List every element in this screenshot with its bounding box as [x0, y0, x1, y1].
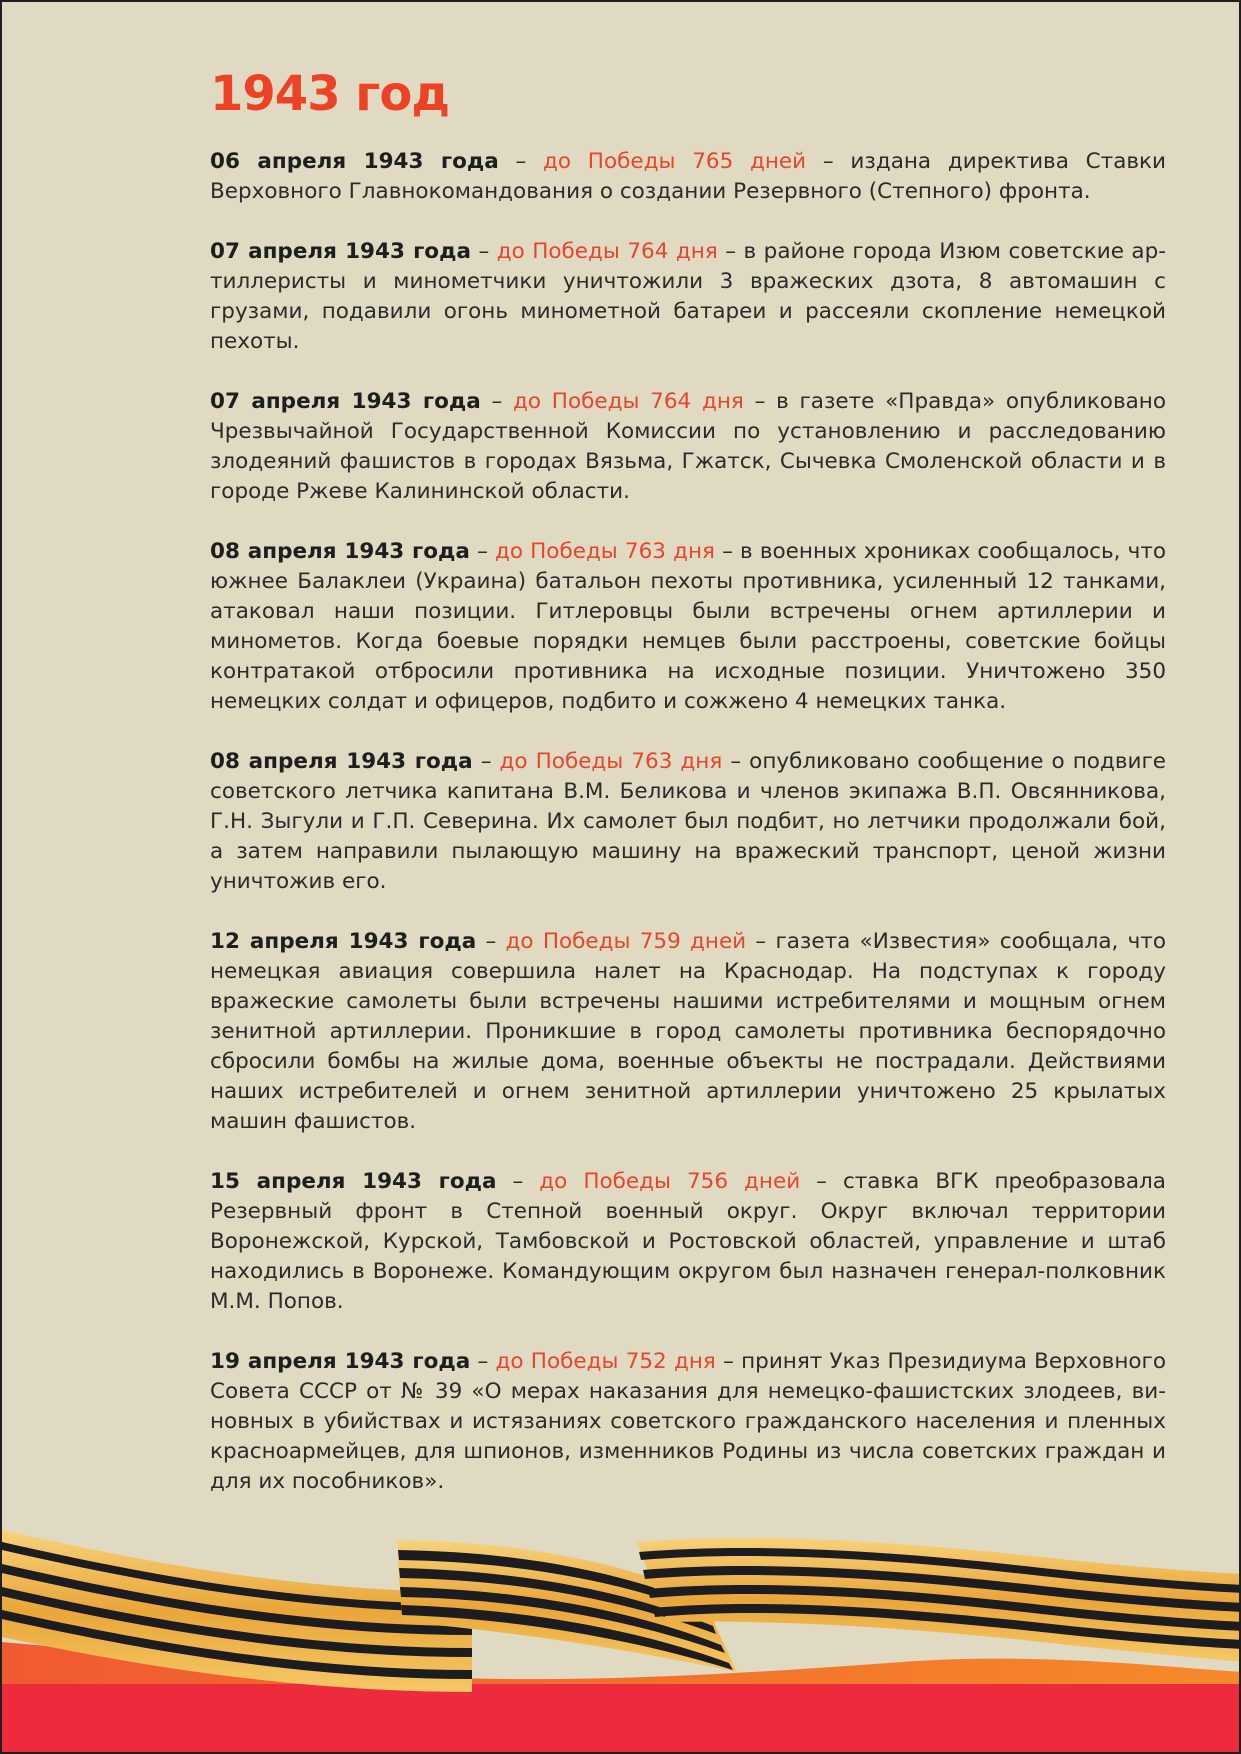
entry-separator: – — [714, 539, 741, 564]
entry-countdown: до Победы 763 дня — [499, 749, 723, 774]
entry — [210, 1167, 1166, 1317]
entry-countdown: до Победы 752 дня — [495, 1349, 716, 1374]
entry-date: 06 апреля 1943 года — [210, 149, 499, 174]
entry — [210, 537, 1166, 717]
entry-countdown: до Победы 759 дней — [505, 929, 747, 954]
entry-date: 08 апреля 1943 года — [210, 539, 470, 564]
entry-text: в военных хрониках сообщалось, что южнее Балаклеи (Украина) батальон пехоты противника, усиленный 12 танками, атаковал наши позиции. Гитлеровцы были встречены огнем артиллерии и минометов. Когда боевые порядки немцев были расстроены, советские бойцы контратакой отбросили противника на исходные позиции. Уничтожено 350 немецких солдат и офицеров, подбито и сожжено 4 немецких танка. — [210, 539, 1166, 714]
entry — [210, 1347, 1166, 1497]
entry-separator: – — [480, 389, 513, 414]
entry-date: 15 апреля 1943 года — [210, 1169, 497, 1194]
entry-text: опубликовано сообщение о подвиге советского летчика капитана В.М. Беликова и членов экипажа В.П. Овсянникова, Г.Н. Зыгули и Г.П. Северина. Их самолет был подбит, но летчики продолжали бой, а затем направили пылающую машину на вражеский транспорт, ценой жизни уничтожив его. — [210, 749, 1166, 894]
entry-countdown: до Победы 764 дня — [513, 389, 744, 414]
entry-separator: – — [722, 749, 750, 774]
entries-list — [210, 147, 1166, 1527]
entry-separator: – — [476, 929, 506, 954]
entry-separator: – — [800, 1169, 843, 1194]
entry-date: 19 апреля 1943 года — [210, 1349, 471, 1374]
entry-countdown: до Победы 763 дня — [494, 539, 715, 564]
entry-separator: – — [806, 149, 851, 174]
entry — [210, 147, 1166, 207]
entry-date: 12 апреля 1943 года — [210, 929, 477, 954]
entry-separator: – — [746, 929, 776, 954]
entry — [210, 237, 1166, 357]
entry-countdown: до Победы 765 дней — [543, 149, 807, 174]
entry — [210, 387, 1166, 507]
entry-separator: – — [717, 239, 744, 264]
entry-text: в районе города Изюм советские артиллеристы и минометчики уничтожили 3 вражеских дзота, 8 автомашин с грузами, подавили огонь минометной батареи и рассеяли скопление немецкой пехоты. — [210, 239, 1167, 354]
entry-date: 07 апреля 1943 года — [210, 239, 471, 264]
entry — [210, 747, 1166, 897]
entry-separator: – — [469, 539, 495, 564]
entry-date: 07 апреля 1943 года — [210, 389, 481, 414]
entry-separator: – — [715, 1349, 742, 1374]
entry-separator: – — [472, 749, 500, 774]
entry-date: 08 апреля 1943 года — [210, 749, 473, 774]
entry-text: ставка ВГК преобразовала Резервный фронт в Степной военный округ. Округ включал территории Воронежской, Курской, Тамбовской и Ростовской областей, управление и штаб находились в Воронеже. Командующим округом был назначен генерал-полковник М.М. Попов. — [210, 1169, 1166, 1314]
entry-separator: – — [496, 1169, 540, 1194]
entry-countdown: до Победы 756 дней — [539, 1169, 801, 1194]
entry-separator: – — [470, 239, 497, 264]
footer-decoration — [2, 1502, 1241, 1754]
entry-separator: – — [470, 1349, 496, 1374]
entry-separator: – — [498, 149, 544, 174]
entry-text: газета «Известия» сообщала, что немецкая авиация совершила налет на Краснодар. На подступах к городу вражеские самолеты были встречены нашими истребителями и мощным огнем зенитной артиллерии. Проникшие в город самолеты противника беспорядочно сбросили бомбы на жилые дома, военные объекты не пострадали. Действиями наших истребителей и огнем зенитной артиллерии уничтожено 25 крылатых машин фашистов. — [210, 929, 1166, 1134]
page-title: 1943 год — [210, 66, 450, 122]
entry-separator: – — [743, 389, 777, 414]
entry-text: издана директива Ставки Верховного Главнокомандования о создании Резервного (Степного) фронта. — [210, 149, 1167, 204]
st-george-ribbon-icon — [2, 1502, 1241, 1754]
entry-countdown: до Победы 764 дня — [496, 239, 718, 264]
entry — [210, 927, 1166, 1137]
entry-text: принят Указ Президиума Верховного Совета СССР от № 39 «О мерах наказания для немецко-фашистских злодеев, виновных в убийствах и истязаниях советского гражданского населения и пленных красноармейцев, для шпионов, изменников Родины из числа советских граждан и для их пособников». — [210, 1349, 1166, 1494]
entry-text: в газете «Правда» опубликовано Чрезвычайной Государственной Комиссии по установлению и расследованию злодеяний фашистов в городах Вязьма, Гжатск, Сычевка Смоленской области и в городе Ржеве Калининской области. — [210, 389, 1167, 504]
